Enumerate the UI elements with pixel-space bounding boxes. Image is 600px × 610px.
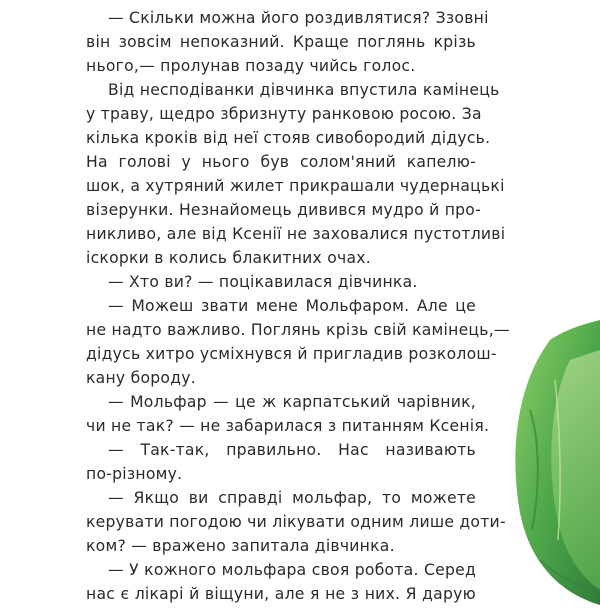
text-line: — Так-так, правильно. Нас називають [108, 441, 476, 459]
text-line: нас є лікарі й віщуни, але я не з них. Я дарую [86, 585, 476, 603]
text-line: Від несподіванки дівчинка впустила камінець [108, 81, 500, 99]
text-line: візерунки. Незнайомець дивився мудро й про- [86, 201, 481, 219]
text-line: по-різному. [86, 465, 183, 483]
foliage-illustration [510, 320, 600, 610]
text-line: — У кожного мольфара своя робота. Серед [108, 561, 476, 579]
text-line: шок, а хутряний жилет прикрашали чудернацькі [86, 177, 505, 195]
text-line: — Мольфар — це ж карпатський чарівник, [108, 393, 476, 411]
text-line: кілька кроків від неї стояв сивобородий дідусь. [86, 129, 491, 147]
text-line: — Можеш звати мене Мольфаром. Але це [108, 297, 476, 315]
text-line: кану бороду. [86, 369, 196, 387]
leaf-art-icon [510, 320, 600, 610]
text-line: ком? — вражено запитала дівчинка. [86, 537, 395, 555]
text-line: у траву, щедро збризнуту ранковою росою. За [86, 105, 482, 123]
text-line: дідусь хитро усміхнувся й пригладив розколош- [86, 345, 497, 363]
text-line: нього,— пролунав позаду чийсь голос. [86, 57, 416, 75]
text-line: — Якщо ви справді мольфар, то можете [108, 489, 476, 507]
text-line: чи не так? — не забарилася з питанням Ксенія. [86, 417, 490, 435]
text-line: — Хто ви? — поцікавилася дівчинка. [108, 273, 418, 291]
text-line: На голові у нього був солом'яний капелю- [86, 153, 476, 171]
text-line: іскорки в колись блакитних очах. [86, 249, 371, 267]
text-line: — Скільки можна його роздивлятися? Ззовні [108, 9, 489, 27]
text-line: никливо, але від Ксенії не заховалися пустотливі [86, 225, 506, 243]
text-line: не надто важливо. Поглянь крізь свій камінець,— [86, 321, 510, 339]
text-line: керувати погодою чи лікувати одним лише доти- [86, 513, 506, 531]
text-line: він зовсім непоказний. Краще поглянь крізь [86, 33, 476, 51]
